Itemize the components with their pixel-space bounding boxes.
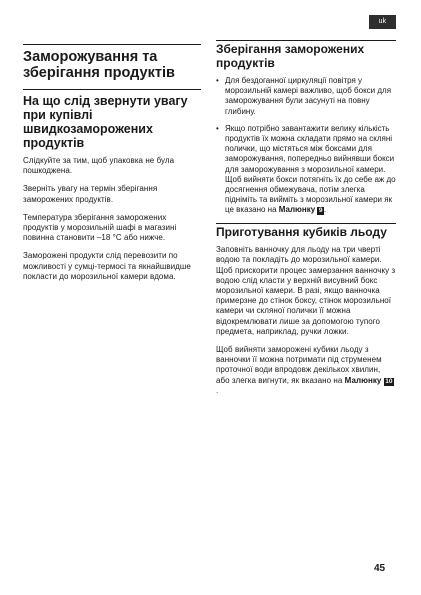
subsection-heading: На що слід звернути увагу при купівлі швидкозаморожених продуктів [23,94,188,150]
paragraph: Заповніть ванночку для льоду на три чверті водою та покладіть до морозильної камери. Щоб прискорити процес замерзання ванночку з водою слід класти у верхній висувний бокс морозильної камери. В разі, якщо ванночка примерзне до стінок боксу, стінок морозильної камери чи скляної полички її можна відокремлювати лише за допомогою тупого предмета, наприклад, ручки ложки. [216,245,396,336]
figure-number-badge: 10 [385,377,393,385]
paragraph: Заморожені продукти слід перевозити по можливості у сумці-термосі та якнайшвидше покласти до морозильної камери вдома. [23,251,191,281]
page-number: 45 [374,563,386,574]
paragraph: Щоб вийняти заморожені кубики льоду з ванночки її можна потримати під струменем проточної води впродовж декількох хвилин, або злегка вигнути, як вказано на Малюнку 10. [216,344,393,395]
bullet-icon: • [216,76,219,85]
bullet-text: Для бездоганної циркуляції повітря у морозильній камері важливо, щоб бокси для заморожування були засунуті на повну глибину. [225,76,392,116]
left-column [23,44,201,290]
paragraph: Температура зберігання заморожених продуктів у морозильній шафі в магазині повинна становити –18 °С або нижче. [23,212,177,243]
bullet-icon: • [216,123,219,133]
section-heading-ice-cubes: Приготування кубиків льоду [216,224,387,239]
figure-ref-label: Малюнку [344,375,382,385]
section-heading-storage: Зберігання заморожених продуктів [216,42,365,70]
section-rule [23,44,201,45]
paragraph: Слідкуйте за тим, щоб упаковка не була пошкоджена. [23,156,175,176]
right-column [216,40,396,404]
paragraph-text: Щоб вийняти заморожені кубики льоду з ванночки її можна потримати під струменем проточної води впродовж декількох хвилин, або злегка вигнути, як вказано на [216,344,382,385]
figure-number-badge: 9 [318,207,323,215]
section-rule [216,223,396,224]
paragraph: Зверніть увагу на термін зберігання заморожених продуктів. [23,184,158,204]
bullet-list [216,76,396,216]
bullet-text: Якщо потрібно завантажити велику кількість продуктів їх можна складати прямо на скляні полички, що містяться між боксами для заморожування, попередньо вийнявши бокси для заморожування з морозильної камери. Щоб вийняти бокси потягніть їх до себе аж до досягнення обмежувача, потім злегка підніміть та вийміть з морозильної камери як це вказано на [225,123,396,215]
language-badge: uk [369,15,396,29]
subsection-rule [23,89,201,90]
list-item [216,76,396,117]
list-item: • Якщо потрібно завантажити велику кількість продуктів їх можна складати прямо на скляні полички, що містяться між боксами для заморожування, попередньо вийнявши бокси для заморожування з морозильної камери. Щоб вийняти бокси потягніть їх до себе аж до досягнення обмежувача, потім злегка підніміть та вийміть з морозильної камери як це вказано на Малюнку 9 . [216,123,396,215]
page-title: Заморожування та зберігання продуктів [23,49,175,81]
figure-ref-label: Малюнку [278,205,316,215]
section-rule [216,40,396,41]
